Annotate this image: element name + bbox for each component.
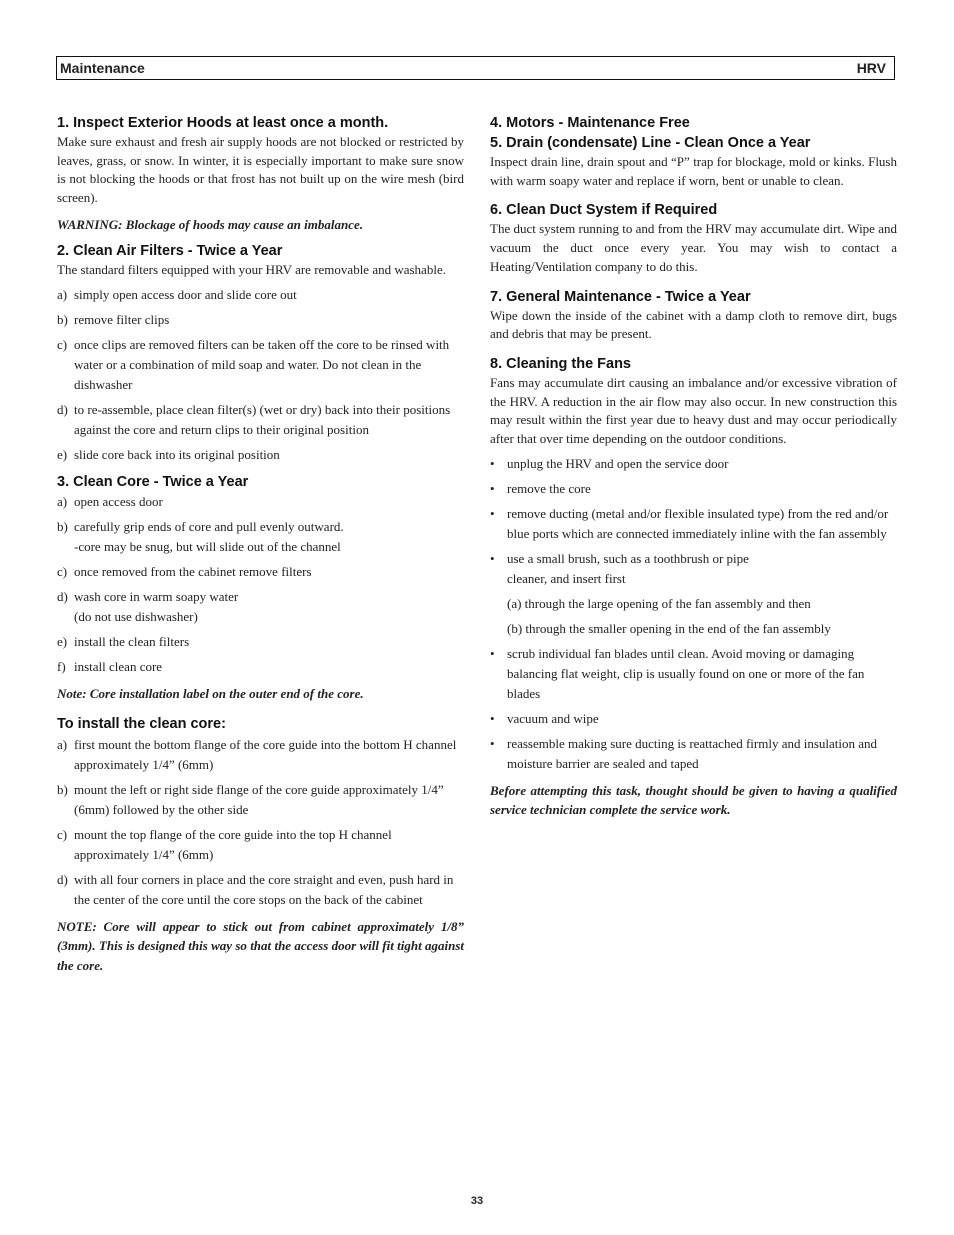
list-item: e) install the clean filters bbox=[57, 634, 190, 650]
heading-inspect-hoods: 1. Inspect Exterior Hoods at least once a month. bbox=[57, 115, 389, 131]
list-item: d) with all four corners in place and the core straight and even, push hard in the center of the core until the core stops on the back of the cabinet bbox=[57, 871, 454, 907]
list-item: c) once removed from the cabinet remove filters bbox=[57, 564, 312, 580]
bullet-icon: • bbox=[490, 710, 495, 726]
heading-clean-filters: 2. Clean Air Filters - Twice a Year bbox=[57, 243, 283, 260]
list-item: b) carefully grip ends of core and pull evenly outward. -core may be snug, but will slide out of the channel bbox=[57, 519, 344, 555]
heading-clean-core: 3. Clean Core - Twice a Year bbox=[57, 474, 249, 491]
list-item: a) first mount the bottom flange of the core guide into the bottom H channel approximately 1/4” (6mm) bbox=[57, 736, 457, 772]
heading-duct-system: 6. Clean Duct System if Required bbox=[490, 202, 718, 219]
sub-item: (b) through the smaller opening in the end of the fan assembly bbox=[507, 620, 831, 636]
heading-cleaning-fans: 8. Cleaning the Fans bbox=[490, 355, 631, 372]
duct-system-text: The duct system running to and from the HRV may accumulate dirt. Wipe and vacuum the duct once every year. You may wish to contact a Heating/Ventilation company to do this. bbox=[490, 221, 897, 274]
list-item: • scrub individual fan blades until clean. Avoid moving or damaging balancing flat weight, clip is usually found on one or more of the fan blades bbox=[490, 644, 897, 704]
list-item: • unplug the HRV and open the service door bbox=[490, 454, 897, 474]
bullet-icon: • bbox=[490, 550, 495, 566]
list-item: d) to re-assemble, place clean filter(s) (wet or dry) back into their positions against the core and return clips to their original position bbox=[57, 402, 451, 438]
list-item: a) open access door bbox=[57, 494, 163, 510]
heading-motors: 4. Motors - Maintenance Free bbox=[490, 115, 690, 131]
heading-general-maintenance: 7. General Maintenance - Twice a Year bbox=[490, 288, 751, 305]
core-fit-note: NOTE: Core will appear to stick out from cabinet approximately 1/8” (3mm). This is designed this way so that the access door will fit tight against the core. bbox=[57, 918, 464, 973]
core-label-note: Note: Core installation label on the outer end of the core. bbox=[57, 686, 364, 702]
bullet-icon: • bbox=[490, 645, 495, 661]
inspect-hoods-text: Make sure exhaust and fresh air supply hoods are not blocked or restricted by leaves, grass, or snow. In winter, it is especially important to make sure snow is not blocking the hoods or that frost has not built up on the wire mesh (bird screen). bbox=[57, 134, 464, 206]
bullet-icon: • bbox=[490, 455, 495, 471]
heading-install-core: To install the clean core: bbox=[57, 715, 226, 732]
section-header-bar bbox=[56, 56, 895, 80]
list-item: • reassemble making sure ducting is reattached firmly and insulation and moisture barrier are sealed and taped bbox=[490, 734, 897, 774]
bullet-icon: • bbox=[490, 735, 495, 751]
heading-drain-line: 5. Drain (condensate) Line - Clean Once a Year bbox=[490, 135, 811, 151]
left-column bbox=[57, 113, 464, 975]
list-item: c) once clips are removed filters can be taken off the core to be rinsed with water or a combination of mild soap and water. Do not clean in the dishwasher bbox=[57, 337, 450, 393]
bullet-icon: • bbox=[490, 505, 495, 521]
sub-item: (a) through the large opening of the fan assembly and then bbox=[507, 595, 811, 611]
drain-line-text: Inspect drain line, drain spout and “P” trap for blockage, mold or kinks. Flush with warm soapy water and replace if worn, bent or unable to clean. bbox=[490, 154, 897, 188]
general-maintenance-text: Wipe down the inside of the cabinet with a damp cloth to remove dirt, bugs and debris that may be present. bbox=[490, 307, 897, 342]
list-item: • use a small brush, such as a toothbrush or pipe cleaner, and insert first bbox=[490, 549, 897, 589]
technician-warning: Before attempting this task, thought should be given to having a qualified service technician complete the service work. bbox=[490, 782, 897, 818]
right-column bbox=[490, 113, 897, 820]
list-item: • vacuum and wipe bbox=[490, 709, 897, 729]
cleaning-fans-text: Fans may accumulate dirt causing an imbalance and/or excessive vibration of the HRV. A reduction in the air flow may also occur. In new construction this may result within the first year due to heavy dust and may occur periodically after that over time depending on the outdoor conditions. bbox=[490, 374, 897, 447]
list-item: b) mount the left or right side flange of the core guide approximately 1/4” (6mm) followed by the other side bbox=[57, 781, 444, 817]
list-item: c) mount the top flange of the core guide into the top H channel approximately 1/4” (6mm) bbox=[57, 826, 392, 862]
page-number: 33 bbox=[470, 1195, 484, 1207]
hood-warning: WARNING: Blockage of hoods may cause an imbalance. bbox=[57, 216, 363, 232]
list-item: • remove the core bbox=[490, 479, 897, 499]
list-item: b) remove filter clips bbox=[57, 312, 170, 328]
list-item: f) install clean core bbox=[57, 659, 163, 675]
list-item: • remove ducting (metal and/or flexible insulated type) from the red and/or blue ports which are connected immediately inline with the fan assembly bbox=[490, 504, 897, 544]
list-item: a) simply open access door and slide core out bbox=[57, 287, 297, 303]
bullet-icon: • bbox=[490, 480, 495, 496]
section-title: Maintenance bbox=[60, 60, 145, 76]
list-item: e) slide core back into its original position bbox=[57, 447, 280, 463]
product-label: HRV bbox=[856, 60, 886, 76]
list-item: d) wash core in warm soapy water (do not use dishwasher) bbox=[57, 589, 239, 625]
filters-intro-text: The standard filters equipped with your HRV are removable and washable. bbox=[57, 262, 446, 278]
